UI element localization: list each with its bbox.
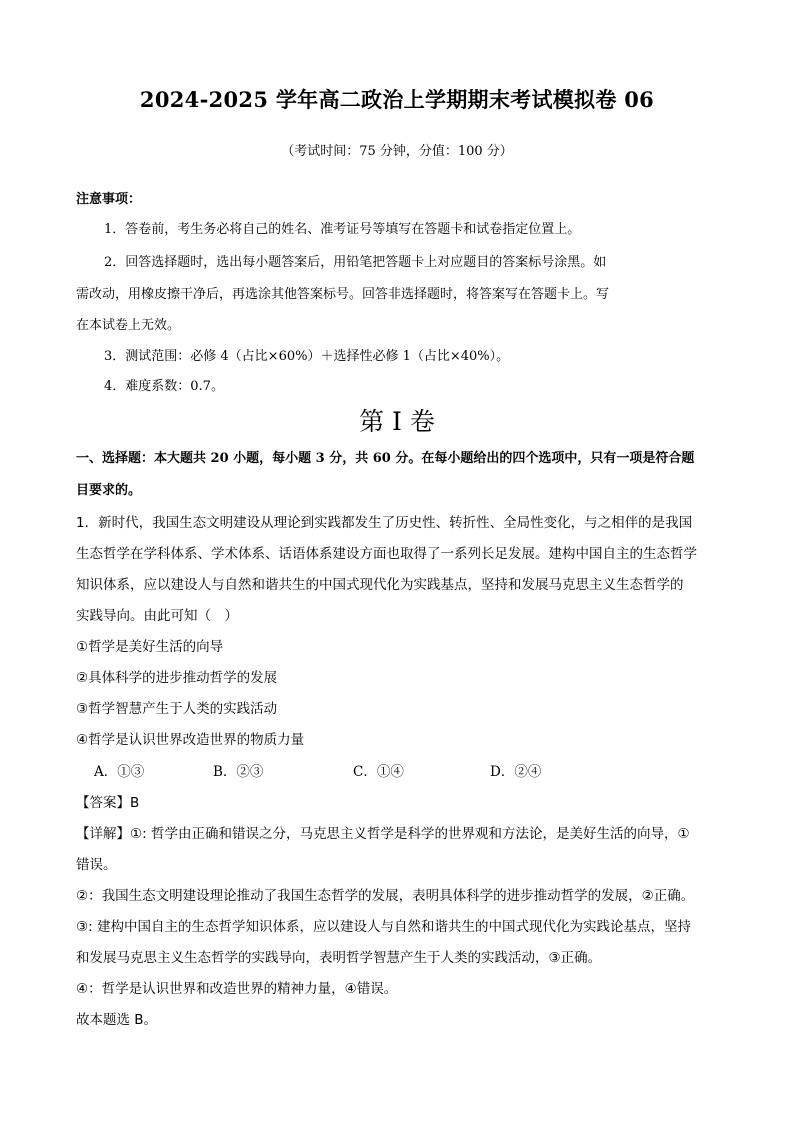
- option-b: B．②③: [213, 764, 264, 780]
- option-d: D．②④: [490, 764, 542, 780]
- detail-line-2: 错误。: [76, 857, 117, 873]
- notice-item-2-line-1: 2．回答选择题时，选出每小题答案后，用铅笔把答题卡上对应题目的答案标号涂黑。如: [104, 255, 607, 270]
- question-stem-line-4: 实践导向。由此可知（ ）: [76, 608, 238, 624]
- answer-label: 【答案】B: [76, 795, 140, 811]
- detail-line-7: 故本题选 B。: [76, 1012, 158, 1028]
- notice-item-4: 4．难度系数：0.7。: [104, 379, 224, 394]
- detail-line-4: ③: 建构中国自主的生态哲学知识体系，应以建设人与自然和谐共生的中国式现代化为实践论基点，坚持: [76, 919, 691, 935]
- statement-1: ①哲学是美好生活的向导: [76, 639, 224, 655]
- option-c: C．①④: [353, 764, 404, 780]
- page-title: 2024-2025 学年高二政治上学期期末考试模拟卷 06: [139, 87, 655, 112]
- notice-heading: 注意事项：: [76, 192, 142, 207]
- detail-line-1: 【详解】①: 哲学由正确和错误之分，马克思主义哲学是科学的世界观和方法论，是美好生活的向导，①: [76, 826, 690, 842]
- statement-4: ④哲学是认识世界改造世界的物质力量: [76, 732, 305, 748]
- option-a: A．①③: [94, 764, 145, 780]
- detail-line-5: 和发展马克思主义生态哲学的实践导向，表明哲学智慧产生于人类的实践活动，③正确。: [76, 950, 602, 966]
- question-stem-line-3: 知识体系，应以建设人与自然和谐共生的中国式现代化为实践基点，坚持和发展马克思主义生态哲学的: [76, 577, 684, 593]
- notice-item-3: 3．测试范围：必修 4（占比×60%）＋选择性必修 1（占比×40%）。: [104, 349, 510, 364]
- detail-line-6: ④：哲学是认识世界和改造世界的精神力量，④错误。: [76, 981, 398, 997]
- notice-item-1: 1．答卷前，考生务必将自己的姓名、准考证号等填写在答题卡和试卷指定位置上。: [104, 222, 581, 237]
- notice-item-2-line-2: 需改动，用橡皮擦干净后，再选涂其他答案标号。回答非选择题时，将答案写在答题卡上。写: [76, 287, 610, 302]
- statement-3: ③哲学智慧产生于人类的实践活动: [76, 701, 278, 717]
- section-heading-line-1: 一、选择题：本大题共 20 小题，每小题 3 分，共 60 分。在每小题给出的四个选项中，只有一项是符合题: [76, 451, 695, 466]
- section-title: 第 I 卷: [359, 407, 435, 436]
- statement-2: ②具体科学的进步推动哲学的发展: [76, 670, 278, 686]
- question-stem-line-1: 1．新时代，我国生态文明建设从理论到实践都发生了历史性、转折性、全局性变化，与之相伴的是我国: [76, 515, 693, 531]
- question-stem-line-2: 生态哲学在学科体系、学术体系、话语体系建设方面也取得了一系列长足发展。建构中国自主的生态哲学: [76, 546, 697, 562]
- exam-time-info: （考试时间：75 分钟，分值：100 分）: [281, 144, 513, 159]
- section-heading-line-2: 目要求的。: [76, 483, 142, 498]
- detail-line-3: ②：我国生态文明建设理论推动了我国生态哲学的发展，表明具体科学的进步推动哲学的发展，②正确。: [76, 888, 695, 904]
- notice-item-2-line-3: 在本试卷上无效。: [76, 318, 181, 333]
